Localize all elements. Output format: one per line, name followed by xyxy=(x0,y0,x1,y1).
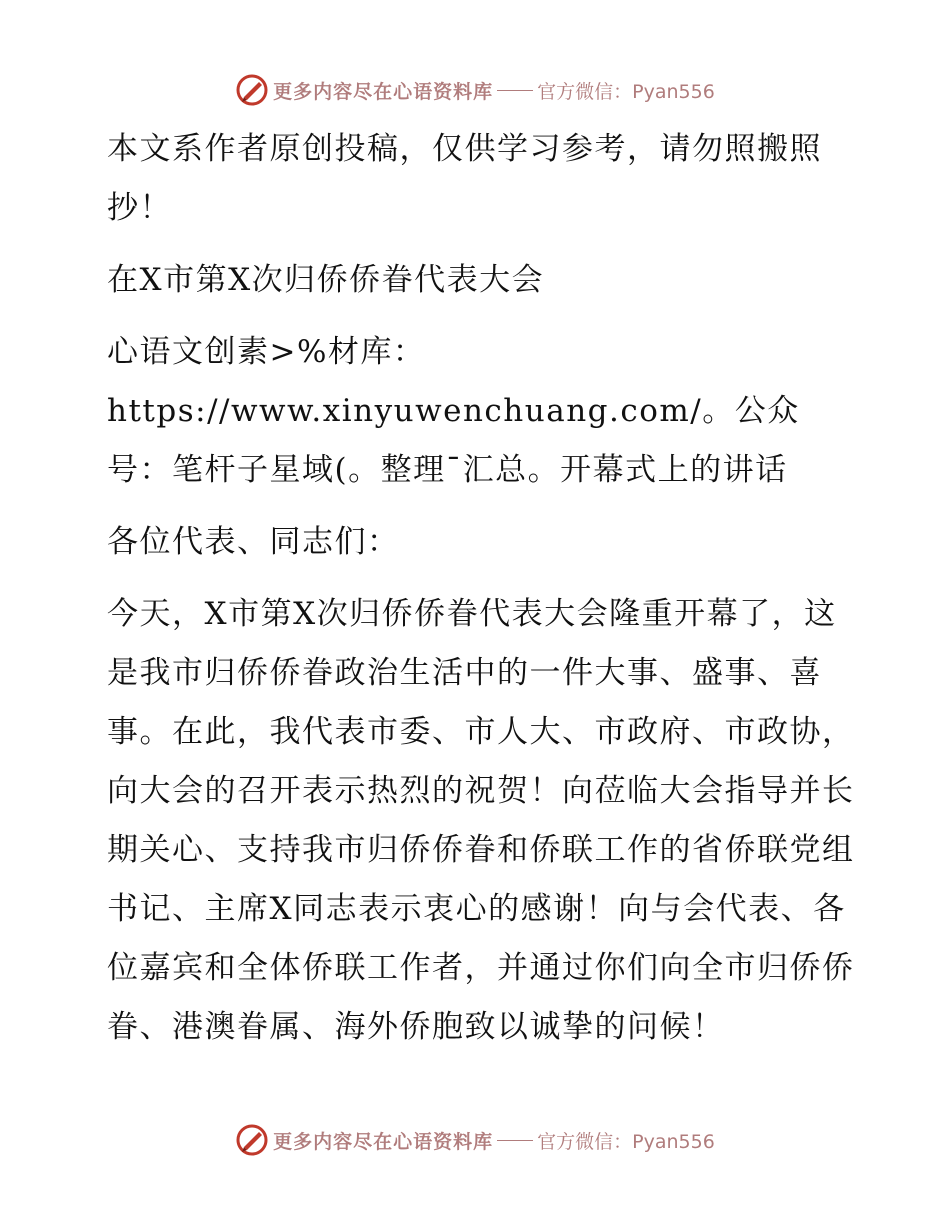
speech-paragraph: 今天，X市第X次归侨侨眷代表大会隆重开幕了，这是我市归侨侨眷政治生活中的一件大事、盛事、喜事。在此，我代表市委、市人大、市政府、市政协，向大会的召开表示热烈的祝贺！向莅临大会指导并长期关心、支持我市归侨侨眷和侨联工作的省侨联党组书记、主席X同志表示衷心的感谢！向与会代表、各位嘉宾和全体侨联工作者，并通过你们向全市归侨侨眷、港澳眷属、海外侨胞致以诚挚的问候！ xyxy=(107,596,855,1045)
title-line: 在X市第X次归侨侨眷代表大会 xyxy=(107,262,545,298)
document-body xyxy=(97,120,857,1057)
watermark-dash xyxy=(497,90,533,91)
watermark-wechat-text: 官方微信：Pyan556 xyxy=(537,1130,715,1153)
pen-logo-icon xyxy=(235,73,269,107)
watermark-wechat-text: 官方微信：Pyan556 xyxy=(537,80,715,103)
watermark-site-text: 更多内容尽在心语资料库 xyxy=(273,80,494,103)
source-paragraph: 心语文创素>%材库：https://www.xinyuwenchuang.com/。公众号：笔杆子星域(。整理¯汇总。开幕式上的讲话 xyxy=(107,334,800,488)
salutation: 各位代表、同志们： xyxy=(107,524,400,560)
pen-logo-icon xyxy=(235,1123,269,1157)
disclaimer-paragraph: 本文系作者原创投稿，仅供学习参考，请勿照搬照抄！ xyxy=(107,131,822,226)
header-watermark xyxy=(0,70,950,110)
watermark-dash xyxy=(497,1140,533,1141)
watermark-site-text: 更多内容尽在心语资料库 xyxy=(273,1130,494,1153)
footer-watermark xyxy=(0,1120,950,1160)
